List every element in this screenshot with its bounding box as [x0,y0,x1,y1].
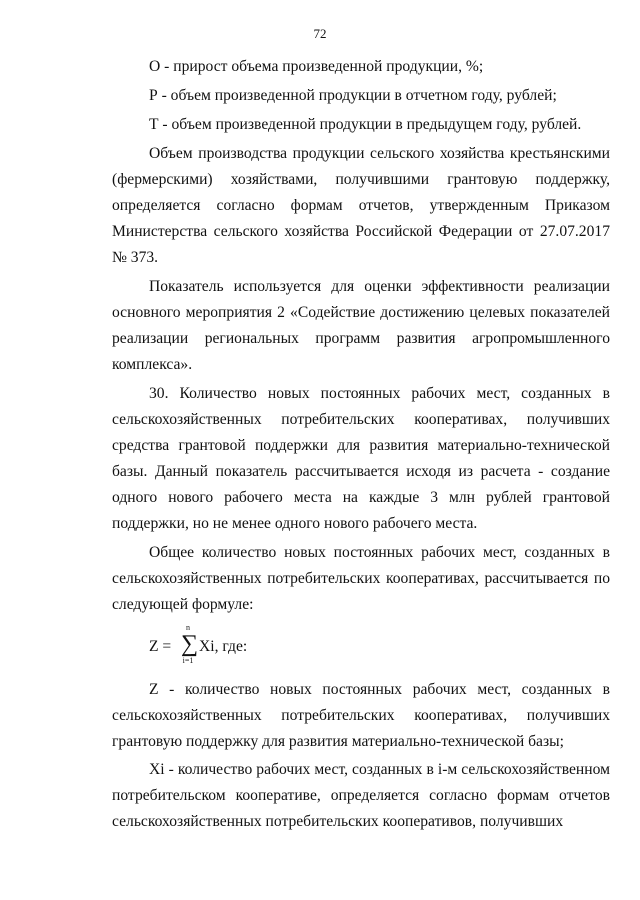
paragraph-variable-p: Р - объем произведенной продукции в отчетном году, рублей; [149,87,557,104]
summation-lower-limit: i=1 [182,656,194,665]
summation-upper-limit: n [186,623,190,632]
page-number: 72 [313,26,327,41]
summation-symbol [181,623,199,665]
document-body [112,54,610,837]
definition-xi: Xi - количество рабочих мест, созданных в i-м сельскохозяйственном потребительском кооперативе, определяется согласно формам отчетов сельскохозяйственных потребительских кооперативов, получивших [112,761,610,830]
paragraph-variable-o: О - прирост объема произведенной продукции, %; [149,58,484,75]
paragraph-production-volume: Объем производства продукции сельского хозяйства крестьянскими (фермерскими) хозяйствами, получившими грантовую поддержку, определяется согласно формам отчетов, утвержденным Приказом Министерства сельского хозяйства Российской Федерации от 27.07.2017 № 373. [112,145,610,266]
paragraph-variable-t: Т - объем произведенной продукции в предыдущем году, рублей. [149,116,582,133]
formula [112,621,610,671]
paragraph-total-jobs: Общее количество новых постоянных рабочих мест, созданных в сельскохозяйственных потребительских кооперативах, рассчитывается по следующей формуле: [112,544,610,613]
paragraph-indicator-usage: Показатель используется для оценки эффективности реализации основного мероприятия 2 «Содействие достижению целевых показателей реализации региональных программ развития агропромышленного комплекса». [112,278,610,373]
paragraph-item-30: 30. Количество новых постоянных рабочих мест, созданных в сельскохозяйственных потребительских кооперативах, получивших средства грантовой поддержки для развития материально-технической базы. Данный показатель рассчитывается исходя из расчета - создание одного нового рабочего места на каждые 3 млн рублей грантовой поддержки, но не менее одного нового рабочего места. [112,385,610,532]
formula-rhs: Xi, где: [199,638,248,655]
formula-lhs: Z = [149,638,172,655]
sigma-glyph: ∑ [181,631,199,657]
definition-z: Z - количество новых постоянных рабочих мест, созданных в сельскохозяйственных потребительских кооперативах, получивших грантовую поддержку для развития материально-технической базы; [112,681,610,750]
